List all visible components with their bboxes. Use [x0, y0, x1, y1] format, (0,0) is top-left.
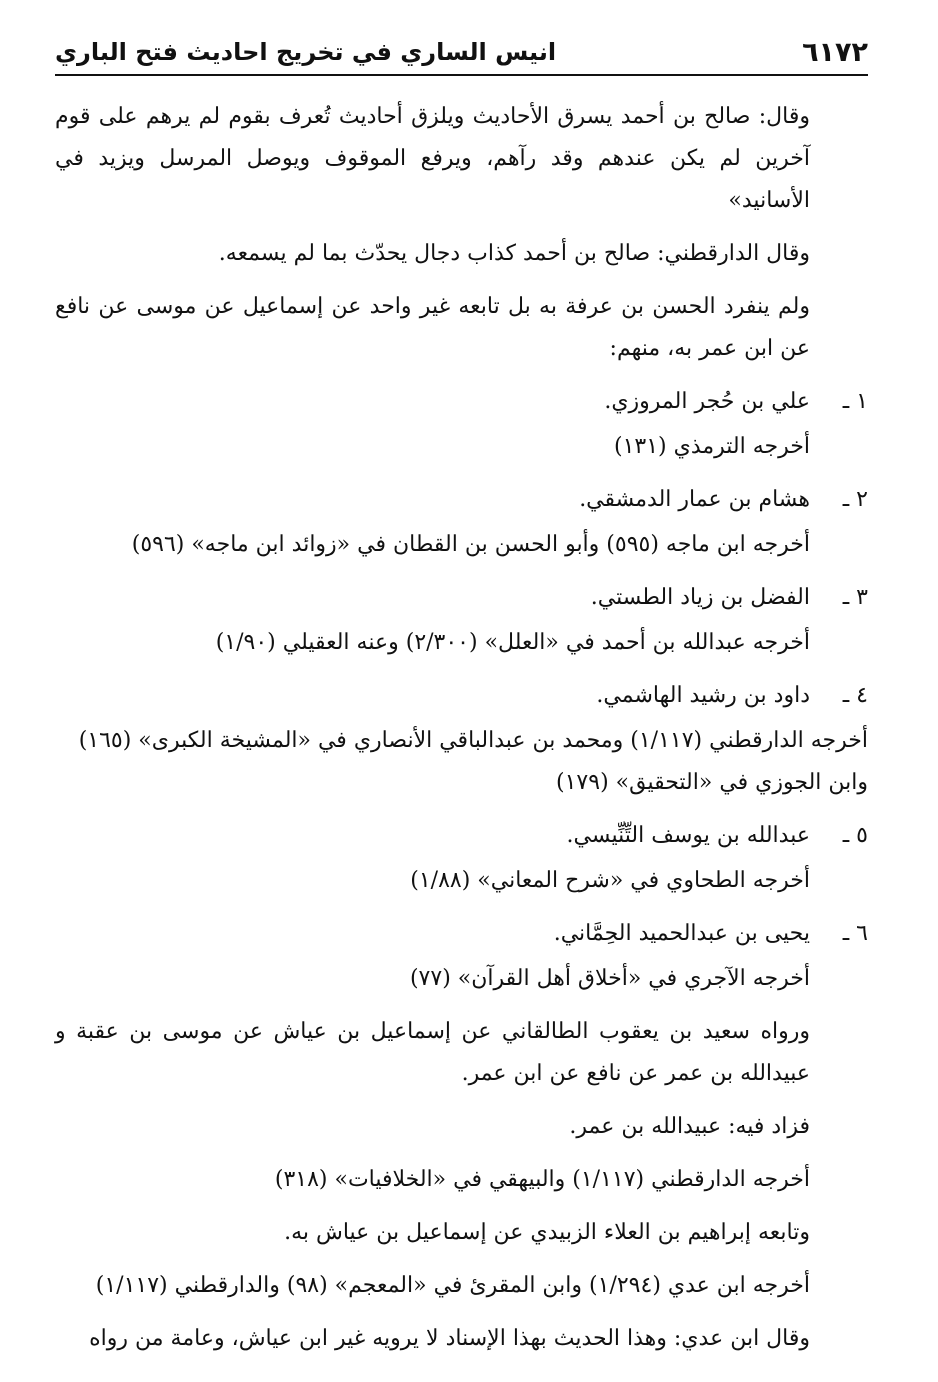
item-number: ٤ ـ: [842, 683, 868, 708]
page-body: [55, 96, 868, 1371]
paragraph: ولم ينفرد الحسن بن عرفة به بل تابعه غير واحد عن إسماعيل عن موسى عن نافع عن ابن عمر به، منهم:: [55, 294, 810, 361]
narrator-name: الفضل بن زياد الطستي.: [590, 585, 810, 610]
source-citation: أخرجه ابن ماجه (٥٩٥) وأبو الحسن بن القطان في «زوائد ابن ماجه» (٥٩٦): [131, 532, 810, 557]
paragraph: وقال ابن عدي: وهذا الحديث بهذا الإسناد لا يرويه غير ابن عياش، وعامة من رواه: [89, 1326, 810, 1351]
source-citation: أخرجه الترمذي (١٣١): [613, 434, 810, 459]
source-citation: أخرجه عبدالله بن أحمد في «العلل» (٢/٣٠٠) وعنه العقيلي (١/٩٠): [215, 630, 810, 655]
paragraph: ورواه سعيد بن يعقوب الطالقاني عن إسماعيل بن عياش عن موسى بن عقبة و عبيدالله بن عمر عن نافع عن ابن عمر.: [55, 1019, 810, 1086]
narrator-name: يحيى بن عبدالحميد الحِمَّاني.: [553, 921, 810, 946]
page-number: ٦١٧٢: [802, 36, 868, 68]
paragraph: وقال الدارقطني: صالح بن أحمد كذاب دجال يحدّث بما لم يسمعه.: [218, 241, 810, 266]
source-citation: أخرجه الآجري في «أخلاق أهل القرآن» (٧٧): [409, 966, 810, 991]
list-item: [55, 381, 868, 423]
item-number: ٣ ـ: [842, 585, 868, 610]
running-header: [55, 30, 868, 76]
list-item: [55, 675, 868, 717]
source-citation: أخرجه ابن عدي (١/٢٩٤) وابن المقرئ في «المعجم» (٩٨) والدارقطني (١/١١٧): [95, 1273, 810, 1298]
paragraph: فزاد فيه: عبيدالله بن عمر.: [569, 1114, 810, 1139]
item-number: ٢ ـ: [842, 487, 868, 512]
source-citation: أخرجه الدارقطني (١/١١٧) ومحمد بن عبدالباقي الأنصاري في «المشيخة الكبرى» (١٦٥) وابن الجوزي في «التحقيق» (١٧٩): [78, 728, 868, 795]
narrator-name: هشام بن عمار الدمشقي.: [579, 487, 810, 512]
list-item: [55, 577, 868, 619]
source-citation: أخرجه الطحاوي في «شرح المعاني» (١/٨٨): [410, 868, 810, 893]
list-item: [55, 479, 868, 521]
narrator-name: داود بن رشيد الهاشمي.: [596, 683, 810, 708]
book-title: انيس الساري في تخريج احاديث فتح الباري: [55, 38, 557, 66]
paragraph: وتابعه إبراهيم بن العلاء الزبيدي عن إسماعيل بن عياش به.: [284, 1220, 810, 1245]
item-number: ١ ـ: [842, 389, 868, 414]
paragraph: وقال: صالح بن أحمد يسرق الأحاديث ويلزق أحاديث تُعرف بقوم لم يرهم على قوم آخرين لم يكن عندهم وقد رآهم، ويرفع الموقوف ويوصل المرسل ويزيد في الأسانيد»: [55, 104, 810, 213]
narrator-name: علي بن حُجر المروزي.: [604, 389, 810, 414]
list-item: [55, 913, 868, 955]
source-citation: أخرجه الدارقطني (١/١١٧) والبيهقي في «الخلافيات» (٣١٨): [274, 1167, 810, 1192]
item-number: ٥ ـ: [842, 823, 868, 848]
narrator-name: عبدالله بن يوسف التِّنِّيسي.: [566, 823, 810, 848]
list-item: [55, 815, 868, 857]
item-number: ٦ ـ: [842, 921, 868, 946]
